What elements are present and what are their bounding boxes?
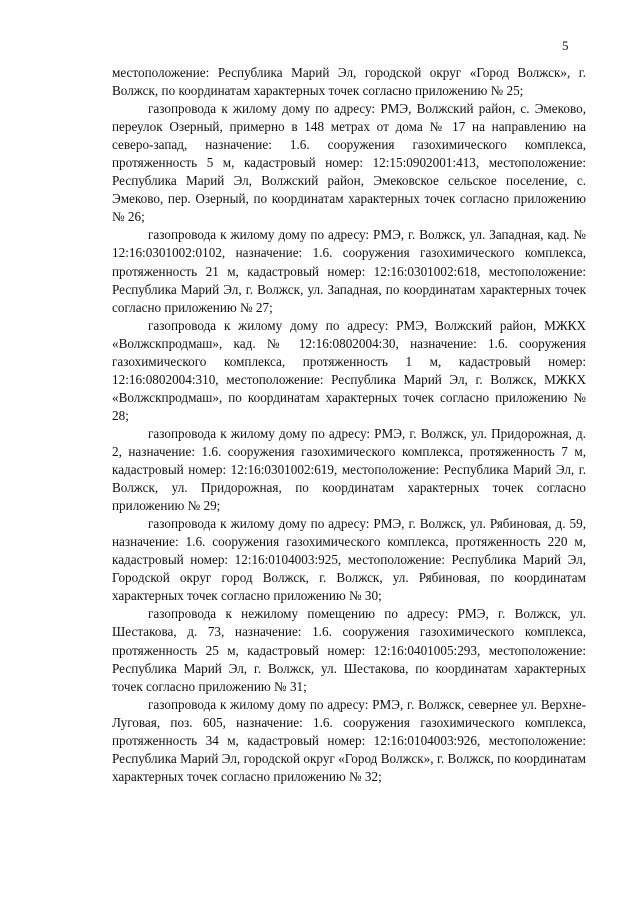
paragraph-gas-pipeline-volzhskprodmash: газопровода к жилому дому по адресу: РМЭ, Волжский район, МЖКХ «Волжскпродмаш», кад. № 12:16:0802004:30, назначение: 1.6. сооружения газохимического комплекса, протяженность 1 м, кадастровый номер: 12:16:0802004:310, местоположение: Республика Марий Эл, г. Волжск, МЖКХ «Волжскпродмаш», по координатам характерных точек согласно приложению № 28; <box>112 317 586 423</box>
document-body <box>112 64 586 786</box>
page-number: 5 <box>562 38 569 53</box>
paragraph-gas-pipeline-pridorozhnaya: газопровода к жилому дому по адресу: РМЭ, г. Волжск, ул. Придорожная, д. 2, назначение: 1.6. сооружения газохимического комплекса, протяженность 7 м, кадастровый номер: 12:16:0301002:619, местоположение: Республика Марий Эл, г. Волжск, ул. Придорожная, по координатам характерных точек согласно приложению № 29; <box>112 425 586 514</box>
paragraph-gas-pipeline-emekovo: газопровода к жилому дому по адресу: РМЭ, Волжский район, с. Эмеково, переулок Озерный, примерно в 148 метрах от дома № 17 на направлению на северо-запад, назначение: 1.6. сооружения газохимического комплекса, протяженность 5 м, кадастровый номер: 12:15:0902001:413, местоположение: Республика Марий Эл, Волжский район, Эмековское сельское поселение, с. Эмеково, пер. Озерный, по координатам характерных точек согласно приложению № 26; <box>112 101 586 225</box>
paragraph-gas-pipeline-shestakova: газопровода к нежилому помещению по адресу: РМЭ, г. Волжск, ул. Шестакова, д. 73, назначение: 1.6. сооружения газохимического комплекса, протяженность 25 м, кадастровый номер: 12:16:0401005:293, местоположение: Республика Марий Эл, г. Волжск, ул. Шестакова, по координатам характерных точек согласно приложению № 31; <box>112 606 586 694</box>
paragraph-gas-pipeline-zapadnaya: газопровода к жилому дому по адресу: РМЭ, г. Волжск, ул. Западная, кад. № 12:16:0301002:0102, назначение: 1.6. сооружения газохимического комплекса, протяженность 21 м, кадастровый номер: 12:16:0301002:618, местоположение: Республика Марий Эл, г. Волжск, ул. Западная, по координатам характерных точек согласно приложению № 27; <box>112 227 586 315</box>
paragraph-location-continuation: местоположение: Республика Марий Эл, городской округ «Город Волжск», г. Волжск, по координатам характерных точек согласно приложению № 25; <box>112 65 586 99</box>
paragraph-gas-pipeline-verkhne-lugovaya: газопровода к жилому дому по адресу: РМЭ, г. Волжск, севернее ул. Верхне-Луговая, поз. 605, назначение: 1.6. сооружения газохимического комплекса, протяженность 34 м, кадастровый номер: 12:16:0104003:926, местоположение: Республика Марий Эл, городской округ «Город Волжск», г. Волжск, по координатам характерных точек согласно приложению № 32; <box>112 696 586 784</box>
paragraph-gas-pipeline-ryabinovaya: газопровода к жилому дому по адресу: РМЭ, г. Волжск, ул. Рябиновая, д. 59, назначение: 1.6. сооружения газохимического комплекса, протяженность 220 м, кадастровый номер: 12:16:0104003:925, местоположение: Республика Марий Эл, Городской округ город Волжск, г. Волжск, ул. Рябиновая, по координатам характерных точек согласно приложению № 30; <box>112 516 586 604</box>
